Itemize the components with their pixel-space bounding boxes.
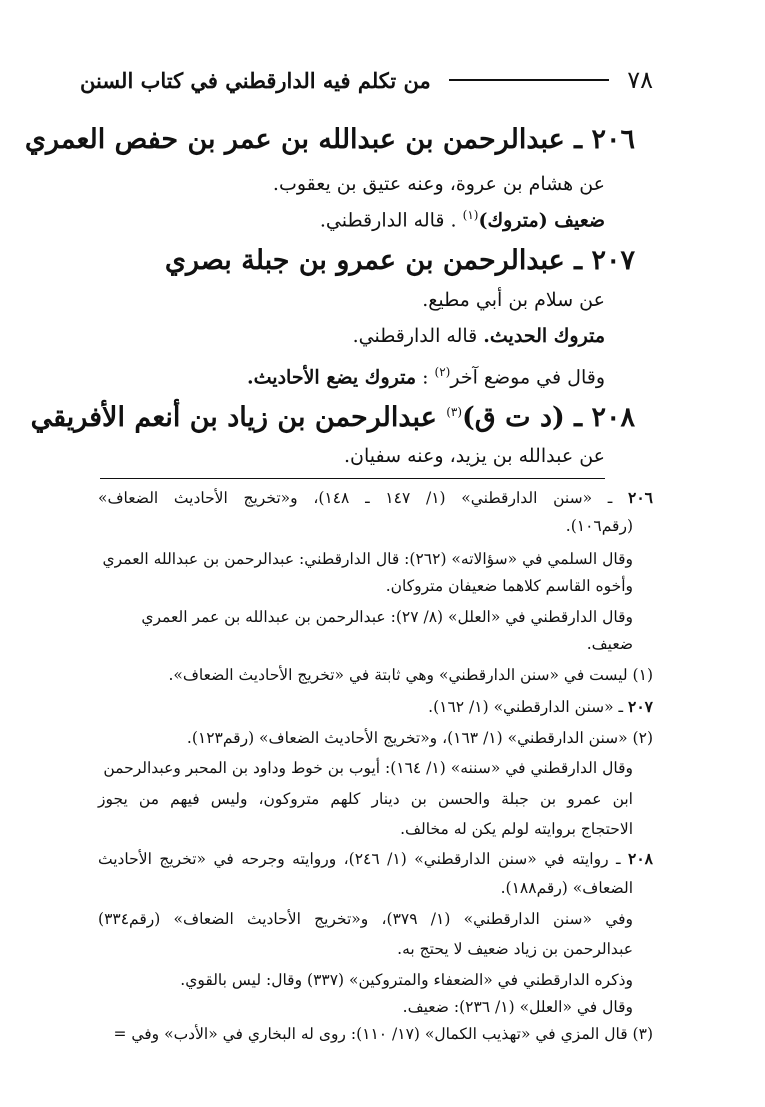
entry-206-source: . قاله الدارقطني. (319, 209, 463, 232)
entry-208-symbols: ٢٠٨ ـ (د ت ق) (462, 402, 635, 433)
page-header (80, 60, 653, 100)
entry-title-206: ٢٠٦ ـ عبدالرحمن بن عبدالله بن عمر بن حفص العمري (24, 124, 635, 155)
entry-208-name: عبدالرحمن بن زياد بن أنعم الأفريقي (30, 402, 447, 433)
footnote-208-line-6: وقال في «العلل» (١/ ٢٣٦): ضعيف. (402, 998, 633, 1016)
footnote-1: (١) ليست في «سنن الدارقطني» وهي ثابتة في «تخريج الأحاديث الضعاف». (168, 666, 653, 684)
footnote-text: ـ «سنن الدارقطني» (١/ ١٤٧ ـ ١٤٨)، و«تخريج الأحاديث الضعاف» (98, 489, 613, 507)
footnote-206-line-2: (رقم١٠٦). (565, 517, 633, 535)
footnote-206-line-5: وقال الدارقطني في «العلل» (٨/ ٢٧): عبدالرحمن بن عبدالله بن عمر العمري (141, 608, 633, 626)
entry-title-208 (30, 402, 635, 433)
footnote-206-line-3: وقال السلمي في «سؤالاته» (٢٦٢): قال الدارقطني: عبدالرحمن بن عبدالله العمري (102, 550, 633, 568)
entry-207-other-place: وقال في موضع آخر (450, 366, 605, 389)
footnote-separator (100, 478, 605, 479)
footnote-text: ـ «سنن الدارقطني» (١/ ١٦٢). (428, 698, 624, 716)
footnote-208-line-5: وذكره الدارقطني في «الضعفاء والمتروكين» (٣٣٧) وقال: ليس بالقوي. (180, 971, 633, 989)
footnote-2: (٢) «سنن الدارقطني» (١/ ١٦٣)، و«تخريج الأحاديث الضعاف» (رقم١٢٣). (186, 729, 653, 747)
footnote-number: ٢٠٨ (628, 849, 653, 868)
footnote-number: ٢٠٦ (628, 488, 653, 507)
footnote-208-line-4: عبدالرحمن بن زياد ضعيف لا يحتج به. (397, 940, 633, 958)
footnote-208-line-3: وفي «سنن الدارقطني» (١/ ٣٧٩)، و«تخريج الأحاديث الضعاف» (رقم٣٣٤) (98, 910, 634, 928)
footnote-206-line-4: وأخوه القاسم كلاهما ضعيفان متروكان. (385, 577, 633, 595)
header-rule (449, 79, 609, 81)
entry-207-source: قاله الدارقطني. (352, 325, 484, 347)
running-title: من تكلم فيه الدارقطني في كتاب السنن (80, 67, 431, 93)
entry-title-207: ٢٠٧ ـ عبدالرحمن بن عمرو بن جبلة بصري (164, 245, 635, 276)
footnote-207 (98, 697, 653, 716)
footnote-number: ٢٠٧ (628, 697, 653, 716)
entry-208-line-1: عن عبدالله بن يزيد، وعنه سفيان. (344, 445, 605, 467)
footnote-3: (٣) قال المزي في «تهذيب الكمال» (١٧/ ١١٠): روى له البخاري في «الأدب» وفي = (113, 1025, 653, 1043)
footnote-ref-2: (٢) (434, 365, 451, 379)
entry-206-line-1: عن هشام بن عروة، وعنه عتيق بن يعقوب. (272, 173, 605, 195)
footnote-ref-1: (١) (462, 208, 479, 222)
footnote-208-line-2: الضعاف» (رقم١٨٨). (500, 879, 633, 897)
footnote-text: ـ روايته في «سنن الدارقطني» (١/ ٢٤٦)، وروايته وجرحه في «تخريج الأحاديث (98, 850, 621, 868)
entry-207-line-1: عن سلام بن أبي مطيع. (422, 289, 605, 311)
entry-207-colon: : (416, 366, 435, 389)
footnote-208-line-1 (98, 849, 653, 868)
entry-207-grade: متروك الحديث. (483, 325, 605, 347)
page-number: ٧٨ (627, 66, 653, 94)
entry-207-line-2 (100, 325, 605, 347)
footnote-ref-3: (٣) (446, 405, 463, 419)
entry-206-grade: ضعيف (متروك) (478, 209, 605, 232)
entry-207-line-3 (100, 365, 605, 388)
footnote-206-line-6: ضعيف. (586, 635, 633, 653)
entry-206-line-2 (100, 208, 605, 231)
footnote-2-line-2: وقال الدارقطني في «سننه» (١/ ١٦٤): أيوب بن خوط وداود بن المحبر وعبدالرحمن (103, 759, 633, 777)
footnote-2-line-4: الاحتجاج بروايته لولم يكن له مخالف. (400, 820, 633, 838)
footnote-2-line-3: ابن عمرو بن جبلة والحسن بن دينار كلهم متروكون، وليس فيهم من يجوز (98, 790, 633, 808)
footnote-206-line-1 (98, 488, 653, 507)
entry-207-grade-2: متروك يضع الأحاديث. (247, 366, 417, 389)
